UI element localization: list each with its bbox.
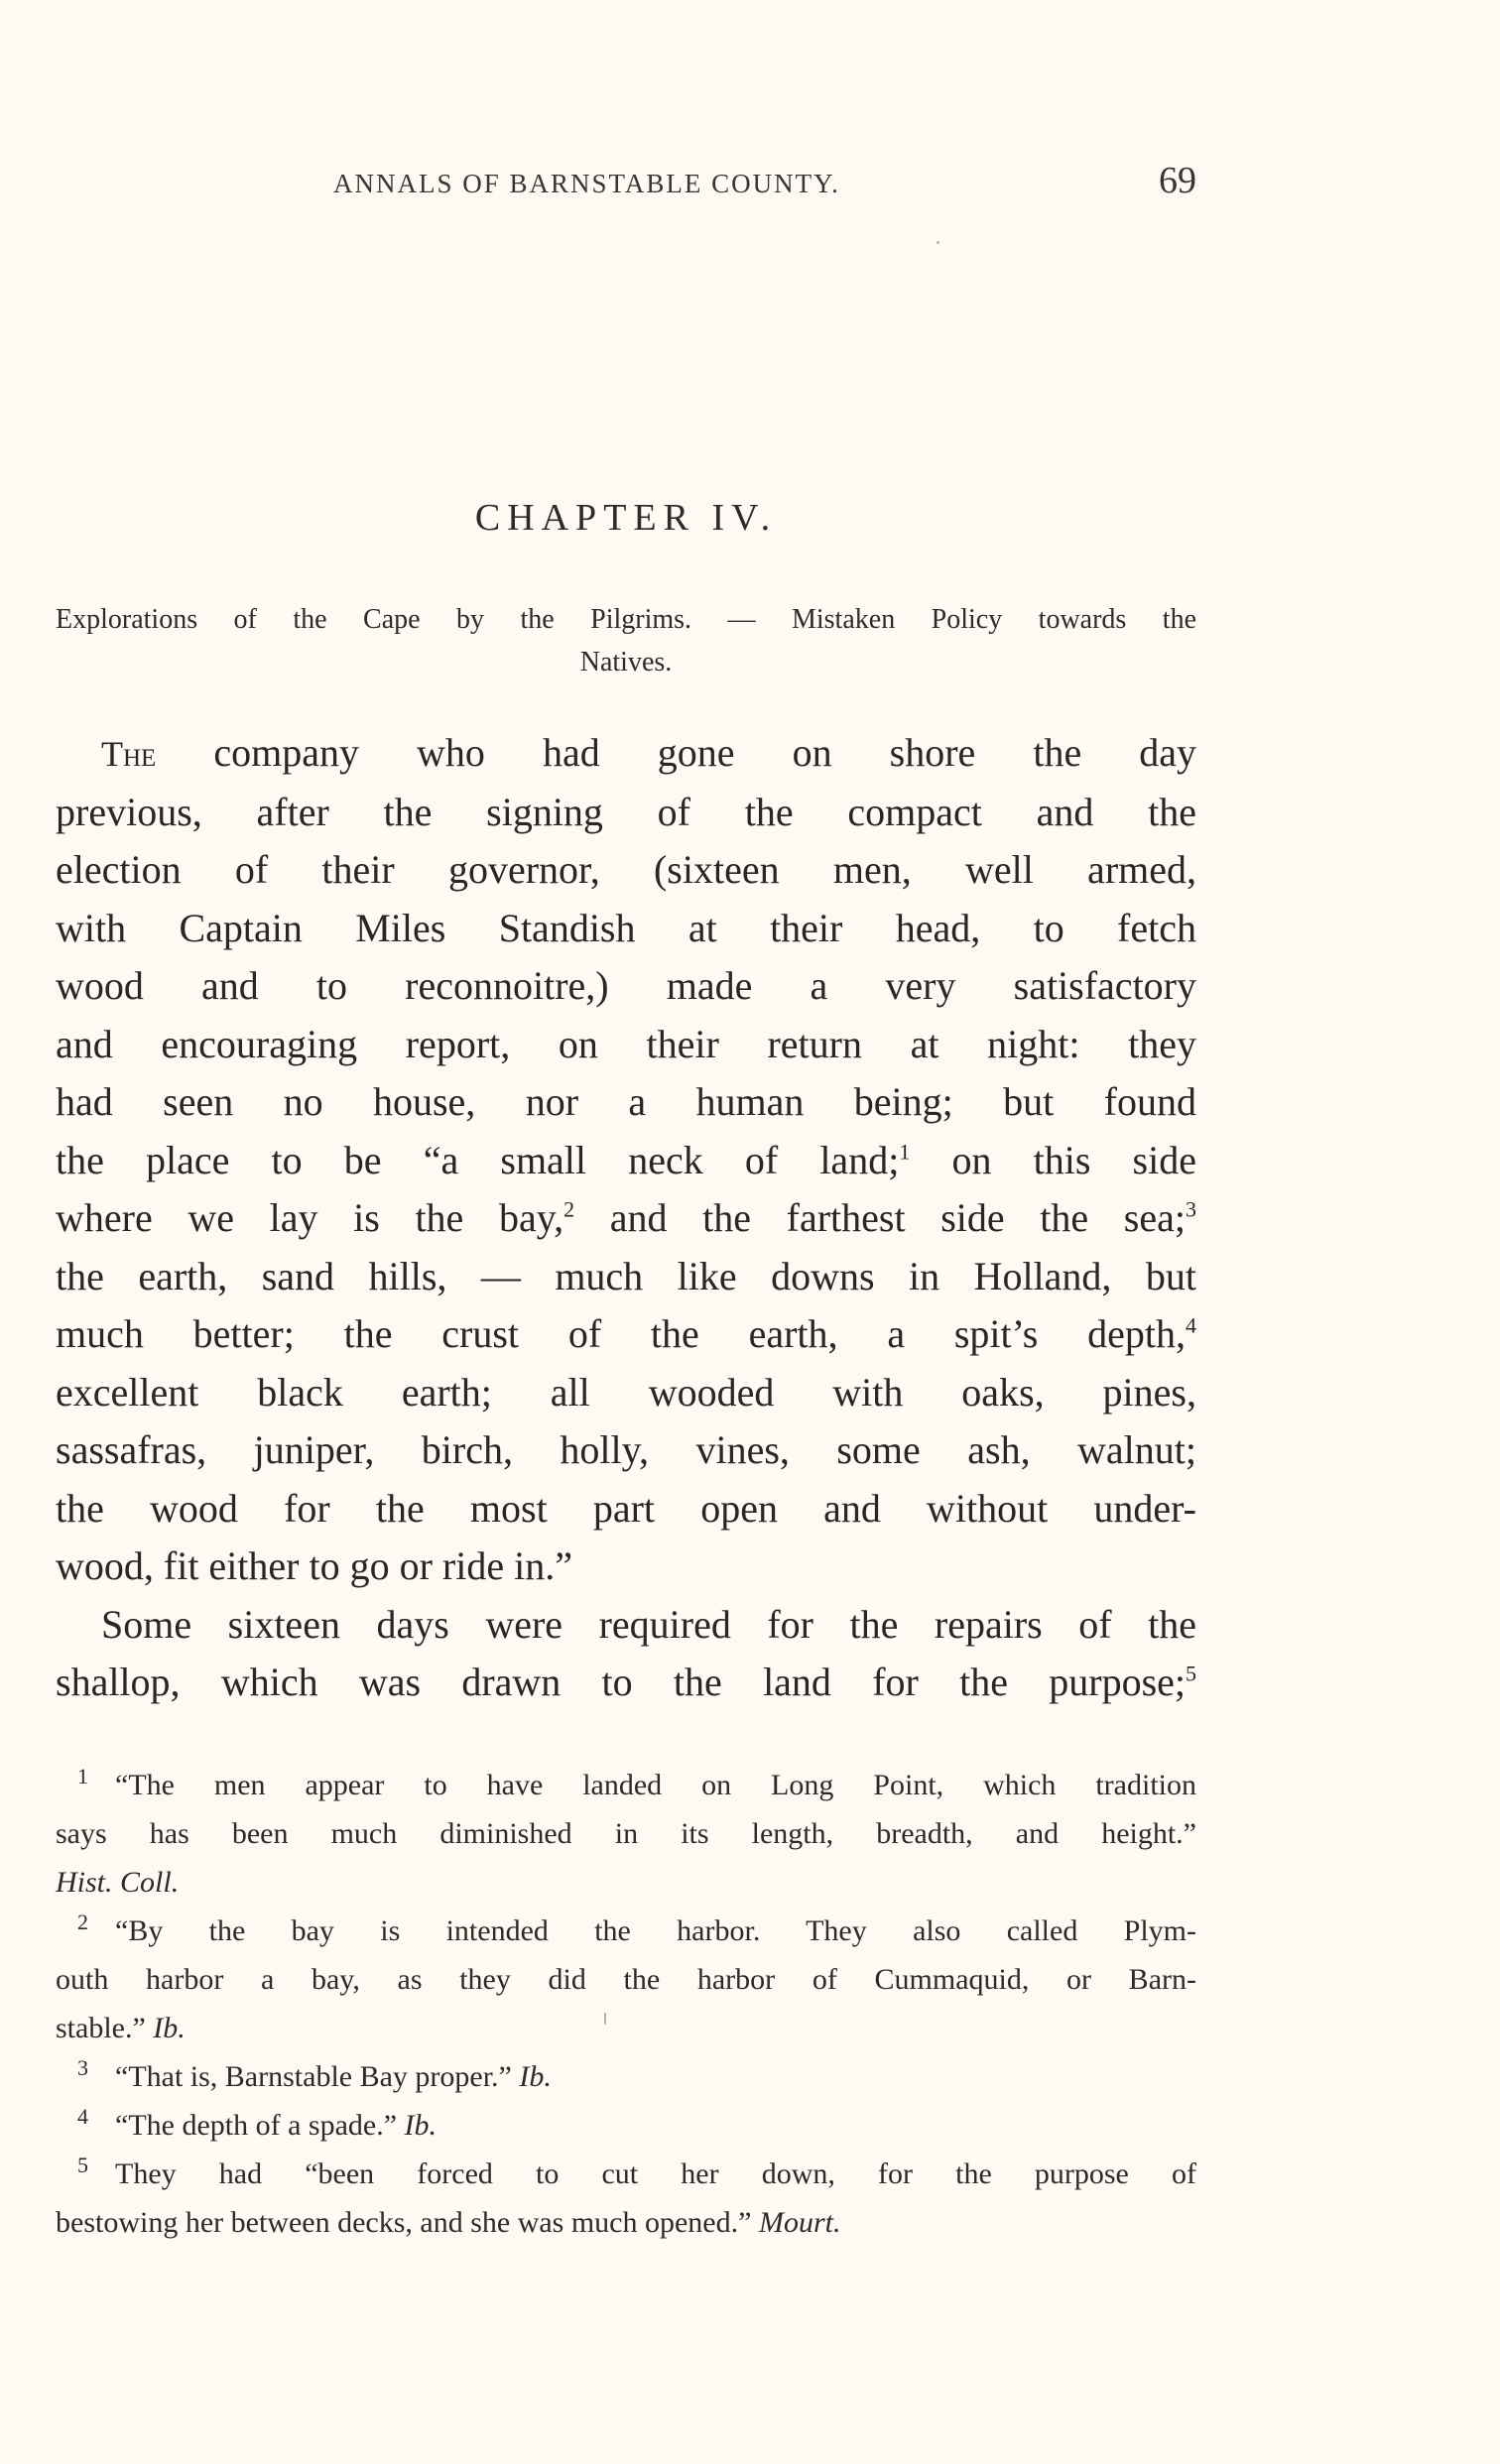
body-line: with Captain Miles Standish at their head, to fetch xyxy=(56,905,1196,950)
body-line: the wood for the most part open and without under- xyxy=(56,1485,1196,1531)
body-line: the earth, sand hills, — much like downs in Holland, but xyxy=(56,1253,1196,1298)
body-line: Some sixteen days were required for the repairs of the xyxy=(101,1601,1196,1647)
footnote-line: says has been much diminished in its length, breadth, and height.” xyxy=(56,1817,1196,1850)
body-line: had seen no house, nor a human being; but found xyxy=(56,1079,1196,1124)
body-line: much better; the crust of the earth, a spit’s depth,$^4$ xyxy=(56,1311,1196,1356)
source-citation: Ib. xyxy=(519,2060,552,2093)
body-line: previous, after the signing of the compact and the xyxy=(56,789,1196,834)
footnote-5: 5 They had “been forced to cut her down, for the purpose of xyxy=(77,2153,1196,2190)
footnote-1: 1 “The men appear to have landed on Long Point, which tradition xyxy=(77,1764,1196,1801)
paper-speck xyxy=(937,241,939,244)
chapter-title: CHAPTER IV. xyxy=(474,497,778,539)
footnote-ref[interactable]: 2 xyxy=(563,1196,575,1222)
footnote-line xyxy=(56,1858,1196,1907)
footnotes xyxy=(56,1761,1196,2247)
chapter-summary xyxy=(56,598,1196,683)
running-title: ANNALS OF BARNSTABLE COUNTY. xyxy=(333,169,840,198)
source-citation: Mourt. xyxy=(758,2206,841,2239)
chapter-summary-line: Natives. xyxy=(579,647,673,678)
body-line: wood, fit either to go or ride in.” xyxy=(56,1543,572,1588)
page-number: 69 xyxy=(1159,160,1196,201)
footnote-ref[interactable]: 5 xyxy=(1186,1661,1196,1686)
body-line: sassafras, juniper, birch, holly, vines, some ash, walnut; xyxy=(56,1427,1196,1472)
footnote-ref[interactable]: 4 xyxy=(1186,1312,1196,1338)
body-line: excellent black earth; all wooded with oaks, pines, xyxy=(56,1369,1196,1415)
footnote-2: 2 “By the bay is intended the harbor. They also called Plym- xyxy=(77,1910,1196,1947)
footnote-line: bestowing her between decks, and she was much opened.” Mourt. xyxy=(56,2206,841,2239)
source-citation: Ib. xyxy=(404,2109,438,2142)
footnote-3: 3 “That is, Barnstable Bay proper.” Ib. xyxy=(77,2055,552,2093)
body-line: and encouraging report, on their return at night: they xyxy=(56,1021,1196,1066)
source-citation: Hist. Coll. xyxy=(56,1866,180,1899)
source-citation: Ib. xyxy=(153,2012,186,2044)
body-line: The company who had gone on shore the day xyxy=(101,730,1196,775)
body-line: election of their governor, (sixteen men, well armed, xyxy=(56,847,1196,892)
running-head xyxy=(56,157,1196,216)
body-line: where we lay is the bay,$^2$ and the farthest side the sea;$^3$ xyxy=(56,1195,1196,1240)
body-line: the place to be “a small neck of land;$^1$ on this side xyxy=(56,1137,1196,1182)
footnote-line: stable.” Ib. xyxy=(56,2012,186,2044)
chapter-summary-line: Explorations of the Cape by the Pilgrims. — Mistaken Policy towards the xyxy=(56,604,1196,635)
body-line: wood and to reconnoitre,) made a very satisfactory xyxy=(56,963,1196,1008)
footnote-ref[interactable]: 1 xyxy=(899,1139,911,1165)
opening-word: The xyxy=(101,734,157,774)
body-line: shallop, which was drawn to the land for the purpose;$^5$ xyxy=(56,1660,1196,1704)
paper-speck xyxy=(604,2013,606,2025)
body-text xyxy=(56,724,1196,1712)
footnote-4: 4 “The depth of a spade.” Ib. xyxy=(77,2104,438,2142)
footnote-ref[interactable]: 3 xyxy=(1185,1196,1196,1222)
footnote-line: outh harbor a bay, as they did the harbor of Cummaquid, or Barn- xyxy=(56,1963,1196,1996)
